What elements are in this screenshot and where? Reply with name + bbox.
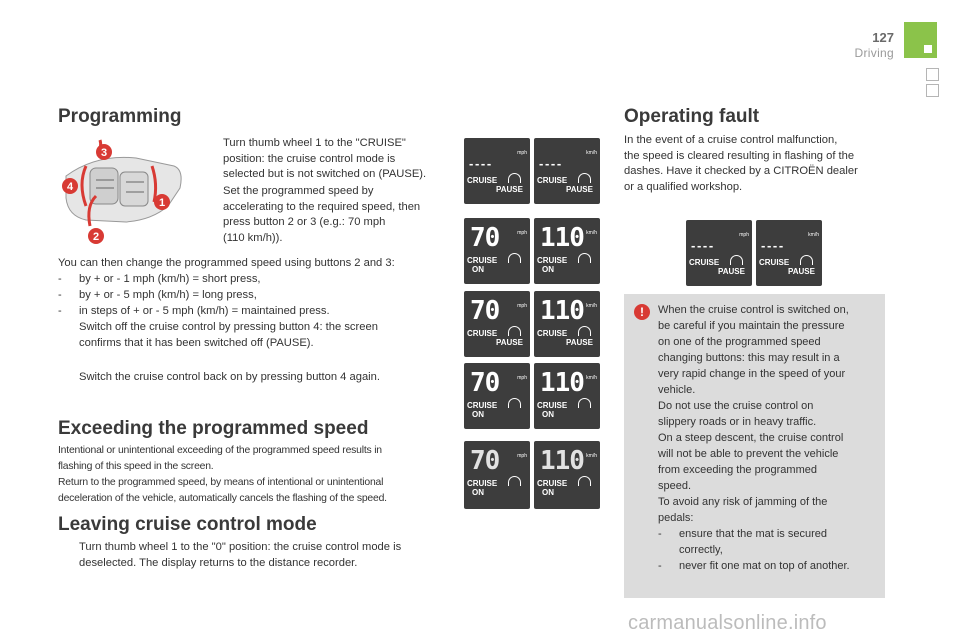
change-item [58, 272, 438, 288]
speedometer-icon [578, 253, 591, 263]
display-unit: km/h [586, 453, 597, 459]
display-fault-mph [686, 220, 752, 286]
diagram-label-3 [96, 144, 112, 160]
text-line: press button 2 or 3 (e.g.: 70 mph [223, 216, 386, 228]
text-line: Turn thumb wheel 1 to the "CRUISE" [223, 137, 406, 149]
diagram-label-4 [62, 178, 78, 194]
display-pause: PAUSE [566, 338, 593, 347]
display-unit: km/h [586, 303, 597, 309]
text-line: never fit one mat on top of another. [679, 560, 850, 572]
speedometer-icon [508, 476, 521, 486]
display-cruise: CRUISE [689, 258, 720, 267]
page-number: 127 [872, 30, 894, 45]
diagram-label-2 [88, 228, 104, 244]
display-speed: 110 [540, 368, 584, 398]
display-on: ON [472, 265, 484, 274]
display-on-mph [464, 218, 530, 284]
display-dashes: - - - - [761, 238, 783, 253]
change-intro: You can then change the programmed speed using buttons 2 and 3: [58, 257, 395, 269]
display-unit: mph [517, 150, 527, 156]
text-line: Switch off the cruise control by pressing button 4: the screen [79, 321, 378, 333]
text-line: (110 km/h)). [223, 231, 283, 244]
display-on: ON [542, 265, 554, 274]
text-line: ensure that the mat is secured [679, 528, 827, 540]
display-dashes: - - - - [691, 238, 713, 253]
display-pause-kmh [534, 138, 600, 204]
text-line: When the cruise control is switched on, [658, 304, 849, 316]
text-line: changing buttons: this may result in a [658, 352, 840, 364]
text-line: or a qualified workshop. [624, 180, 743, 193]
speedometer-icon [578, 476, 591, 486]
display-cruise: CRUISE [537, 329, 568, 338]
display-unit: mph [517, 303, 527, 309]
exceeding-title: Exceeding the programmed speed [58, 418, 369, 439]
switch-on-text: Switch the cruise control back on by pressing button 4 again. [79, 371, 380, 383]
display-flashing-mph [464, 441, 530, 509]
chapter-tab [904, 22, 937, 58]
text-line: Return to the programmed speed, by means of intentional or unintentional [58, 476, 384, 488]
switch-off-step [58, 320, 448, 351]
display-cruise: CRUISE [467, 401, 498, 410]
text-line: pedals: [658, 512, 694, 524]
display-speed: 110 [540, 446, 584, 476]
text-line: dashes. Have it checked by a CITROËN dealer [624, 165, 858, 177]
diagram-label-1 [154, 194, 170, 210]
display-on-kmh [534, 218, 600, 284]
dash-marker: - [658, 560, 662, 572]
display-cruise: CRUISE [537, 479, 568, 488]
display-speed: 110 [540, 296, 584, 326]
display-pause-speed-mph [464, 291, 530, 357]
display-unit: mph [517, 375, 527, 381]
display-unit: mph [517, 453, 527, 459]
display-unit: mph [517, 230, 527, 236]
display-cruise: CRUISE [467, 256, 498, 265]
steering-stalk-diagram [56, 136, 190, 248]
text-line: Set the programmed speed by [223, 185, 374, 197]
dash-marker: - [58, 289, 62, 301]
speedometer-icon [730, 255, 743, 265]
change-item [58, 304, 438, 320]
text-line: selected but is not switched on (PAUSE). [223, 168, 427, 180]
display-pause-mph [464, 138, 530, 204]
svg-text:4: 4 [66, 181, 74, 193]
text-line: on one of the programmed speed [658, 336, 821, 348]
display-dashes: - - - - [469, 156, 491, 171]
display-pause: PAUSE [496, 338, 523, 347]
display-on-again-kmh [534, 363, 600, 429]
text-line: Intentional or unintentional exceeding of the programmed speed results in [58, 445, 382, 456]
text-line: vehicle. [658, 384, 696, 396]
warning-box [624, 294, 885, 598]
fault-title: Operating fault [624, 106, 760, 127]
watermark: carmanualsonline.info [628, 612, 827, 634]
display-speed: 70 [470, 296, 500, 326]
speedometer-icon [578, 173, 591, 183]
text-line: confirms that it has been switched off (PAUSE). [79, 336, 314, 349]
display-speed: 70 [470, 446, 500, 476]
display-on: ON [472, 410, 484, 419]
display-unit: mph [739, 232, 749, 238]
text-line: slippery roads or in heavy traffic. [658, 416, 817, 428]
dash-marker: - [58, 305, 62, 317]
display-unit: km/h [586, 375, 597, 381]
svg-text:2: 2 [92, 231, 100, 243]
speedometer-icon [508, 173, 521, 183]
text-line: accelerating to the required speed, then [223, 200, 421, 213]
text-line: In the event of a cruise control malfunction, [624, 134, 838, 146]
speedometer-icon [578, 398, 591, 408]
display-on: ON [542, 488, 554, 497]
text-line: position: the cruise control mode is [223, 152, 396, 165]
text-line: Turn thumb wheel 1 to the "0" position: the cruise control mode is [79, 541, 402, 553]
programming-title: Programming [58, 106, 182, 127]
text-line: Do not use the cruise control on [658, 400, 814, 412]
text-line: from exceeding the programmed [658, 464, 817, 476]
speedometer-icon [508, 253, 521, 263]
nav-square-icon [926, 68, 939, 81]
display-unit: km/h [586, 230, 597, 236]
display-cruise: CRUISE [467, 176, 498, 185]
display-cruise: CRUISE [537, 176, 568, 185]
display-cruise: CRUISE [467, 329, 498, 338]
text-line: deceleration of the vehicle, automatically cancels the flashing of the speed. [58, 492, 387, 504]
change-item-text: in steps of + or - 5 mph (km/h) = maintained press. [79, 305, 330, 317]
dash-marker: - [658, 528, 662, 540]
display-pause: PAUSE [788, 267, 815, 276]
warning-item [658, 558, 882, 574]
text-line: be careful if you maintain the pressure [658, 320, 845, 332]
display-speed: 70 [470, 223, 500, 253]
display-cruise: CRUISE [537, 401, 568, 410]
display-unit: km/h [586, 150, 597, 156]
fault-text [624, 133, 894, 195]
display-pause-speed-kmh [534, 291, 600, 357]
warning-text [658, 302, 882, 526]
warning-item [658, 526, 882, 558]
speedometer-icon [578, 326, 591, 336]
switch-on-step [58, 370, 448, 386]
leaving-step [58, 540, 458, 571]
text-line: speed. [658, 480, 692, 492]
svg-text:1: 1 [158, 197, 166, 209]
leaving-title: Leaving cruise control mode [58, 514, 317, 535]
text-line: deselected. The display returns to the distance recorder. [79, 556, 358, 569]
dash-marker: - [58, 273, 62, 285]
change-item [58, 288, 438, 304]
change-item-text: by + or - 1 mph (km/h) = short press, [79, 273, 261, 285]
display-pause: PAUSE [718, 267, 745, 276]
warning-icon: ! [634, 304, 650, 320]
display-dashes: - - - - [539, 156, 561, 171]
svg-text:3: 3 [100, 147, 108, 159]
speedometer-icon [800, 255, 813, 265]
display-cruise: CRUISE [467, 479, 498, 488]
text-line: correctly, [679, 544, 723, 556]
display-on-again-mph [464, 363, 530, 429]
display-speed: 110 [540, 223, 584, 253]
step-1 [202, 136, 457, 183]
display-cruise: CRUISE [759, 258, 790, 267]
nav-square-icon [926, 84, 939, 97]
display-on: ON [472, 488, 484, 497]
step-2 [202, 184, 457, 246]
display-speed: 70 [470, 368, 500, 398]
tab-marker-icon [924, 45, 932, 53]
display-cruise: CRUISE [537, 256, 568, 265]
display-fault-kmh [756, 220, 822, 286]
display-pause: PAUSE [496, 185, 523, 194]
exceeding-text [58, 443, 458, 507]
speedometer-icon [508, 398, 521, 408]
display-unit: km/h [808, 232, 819, 238]
change-item-text: by + or - 5 mph (km/h) = long press, [79, 289, 257, 301]
section-title: Driving [854, 46, 894, 60]
display-flashing-kmh [534, 441, 600, 509]
text-line: flashing of this speed in the screen. [58, 460, 214, 472]
speedometer-icon [508, 326, 521, 336]
text-line: To avoid any risk of jamming of the [658, 496, 828, 508]
text-line: On a steep descent, the cruise control [658, 432, 844, 444]
text-line: the speed is cleared resulting in flashing of the [624, 149, 855, 162]
display-pause: PAUSE [566, 185, 593, 194]
display-on: ON [542, 410, 554, 419]
text-line: very rapid change in the speed of your [658, 368, 846, 380]
text-line: will not be able to prevent the vehicle [658, 448, 839, 460]
